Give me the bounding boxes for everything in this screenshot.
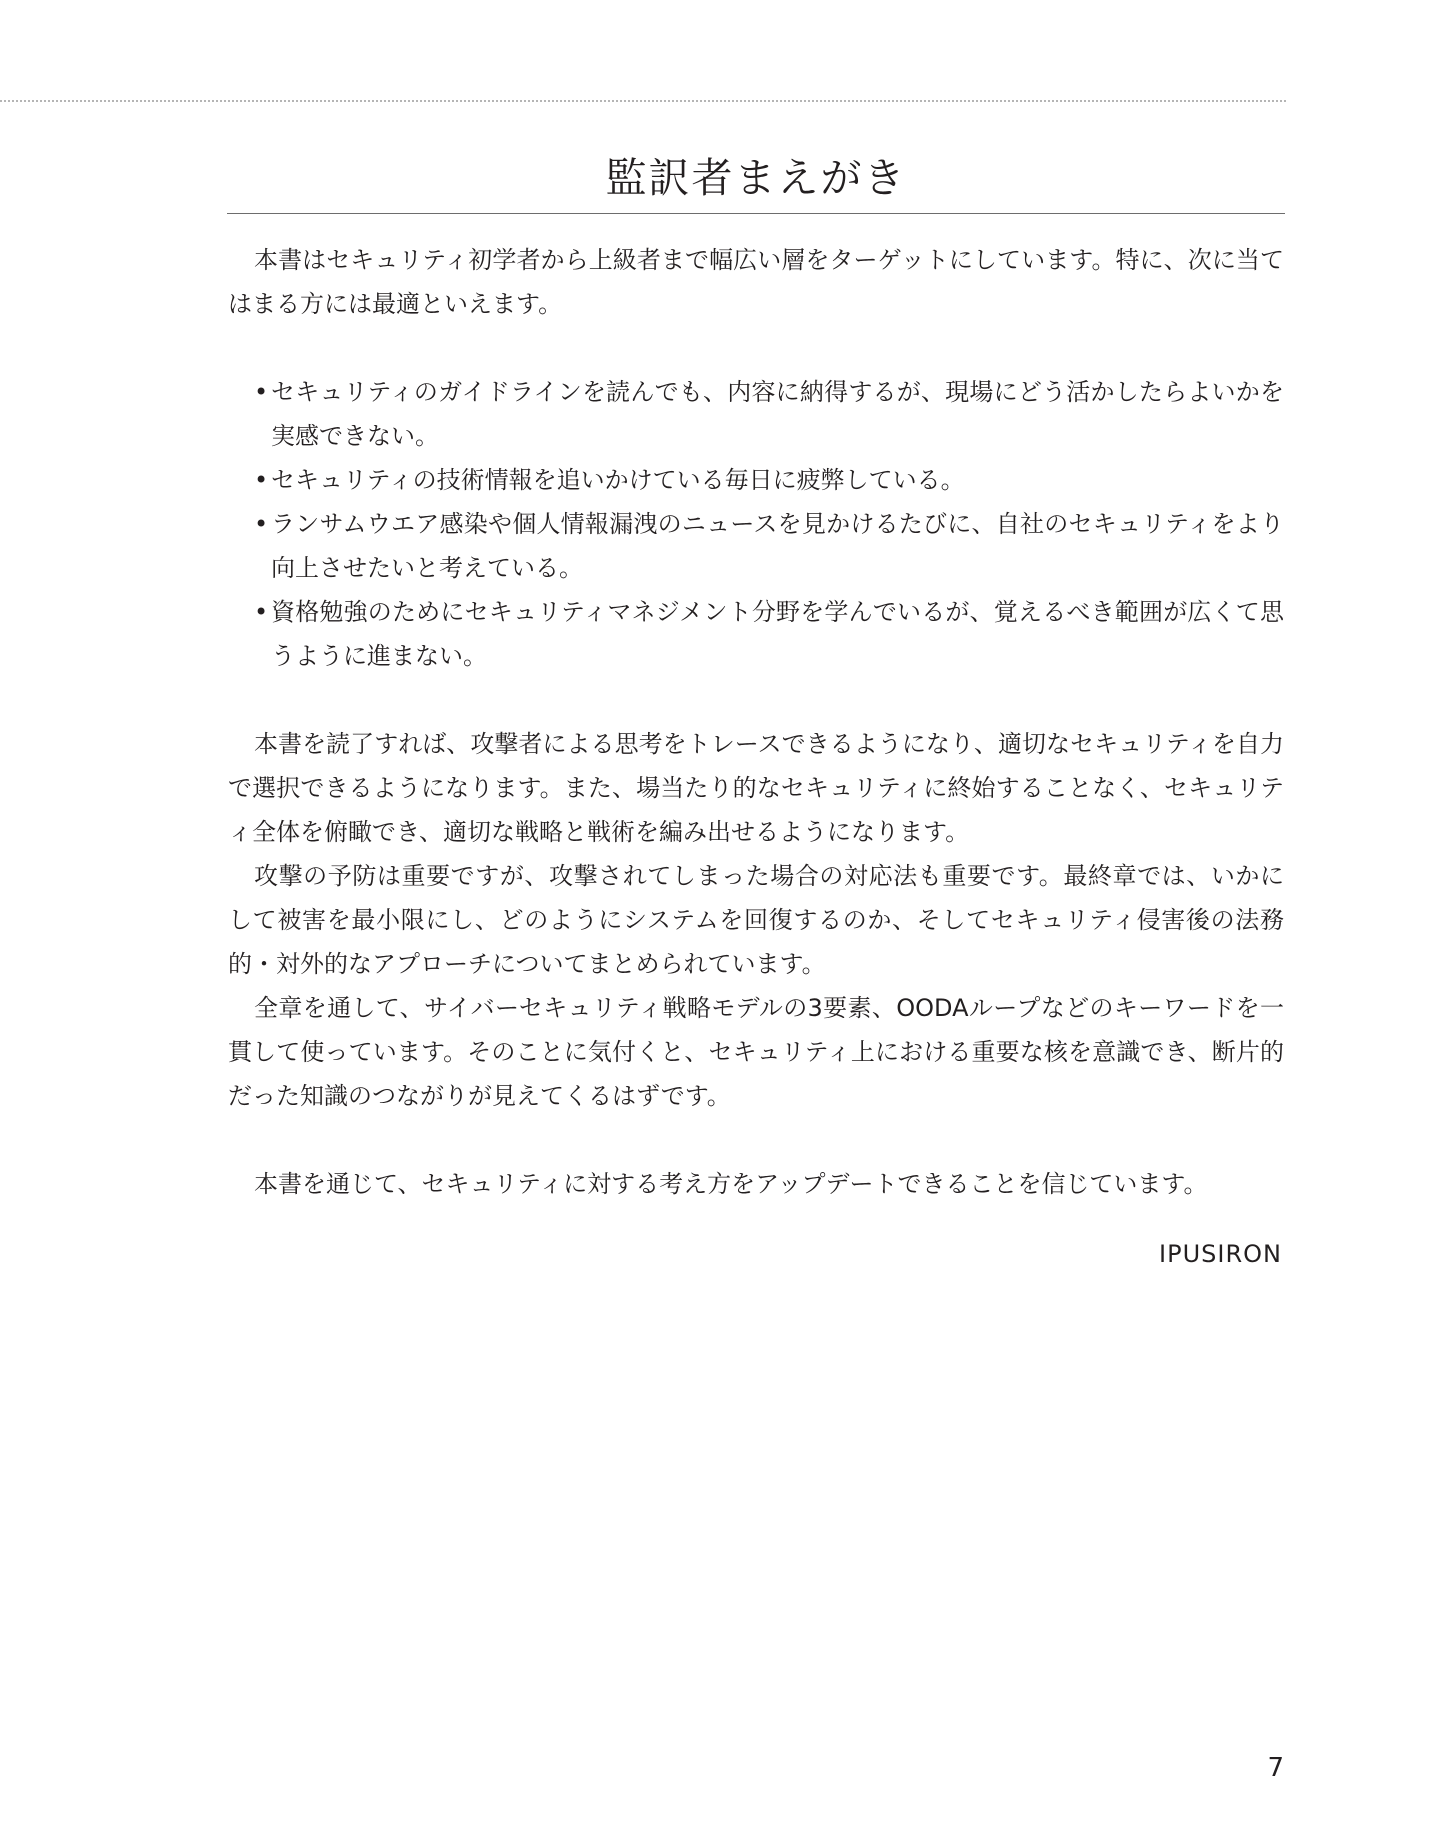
- bullet-item: [254, 458, 1284, 502]
- body-paragraph: 全章を通して、サイバーセキュリティ戦略モデルの3要素、OODAループなどのキーワードを一貫して使っています。そのことに気付くと、セキュリティ上における重要な核を意識でき、断片的だった知識のつながりが見えてくるはずです。: [228, 994, 1284, 1110]
- body-paragraph: 本書を読了すれば、攻撃者による思考をトレースできるようになり、適切なセキュリティを自力で選択できるようになります。また、場当たり的なセキュリティに終始することなく、セキュリティ全体を俯瞰でき、適切な戦略と戦術を編み出せるようになります。: [228, 730, 1284, 846]
- spacer: [228, 678, 1284, 722]
- intro-paragraph: 本書はセキュリティ初学者から上級者まで幅広い層をターゲットにしています。特に、次に当てはまる方には最適といえます。: [228, 246, 1284, 318]
- bullet-text: セキュリティの技術情報を追いかけている毎日に疲弊している。: [271, 466, 965, 494]
- bullet-marker: •: [254, 466, 269, 494]
- title-underline: [227, 213, 1285, 214]
- bullet-marker: •: [254, 378, 269, 406]
- body-paragraph: 攻撃の予防は重要ですが、攻撃されてしまった場合の対応法も重要です。最終章では、いかにして被害を最小限にし、どのようにシステムを回復するのか、そしてセキュリティ侵害後の法務的・対外的なアプローチについてまとめられています。: [228, 862, 1284, 978]
- closing-paragraph: 本書を通じて、セキュリティに対する考え方をアップデートできることを信じています。: [254, 1170, 1208, 1198]
- bullet-text: 資格勉強のためにセキュリティマネジメント分野を学んでいるが、覚えるべき範囲が広くて思うように進まない。: [271, 598, 1284, 670]
- bullet-marker: •: [254, 598, 269, 626]
- main-text: [228, 238, 1284, 1206]
- bullet-text: ランサムウエア感染や個人情報漏洩のニュースを見かけるたびに、自社のセキュリティをより向上させたいと考えている。: [271, 510, 1284, 582]
- bullet-item: [254, 590, 1284, 678]
- bullet-item: [254, 370, 1284, 458]
- bullet-item: [254, 502, 1284, 590]
- bullet-marker: •: [254, 510, 269, 538]
- spacer: [228, 326, 1284, 370]
- bullet-list: [228, 370, 1284, 678]
- page-number: 7: [1267, 1753, 1284, 1783]
- top-dotted-rule: [0, 100, 1286, 102]
- spacer: [228, 1118, 1284, 1162]
- bullet-text: セキュリティのガイドラインを読んでも、内容に納得するが、現場にどう活かしたらよいかを実感できない。: [271, 378, 1284, 450]
- page-title: 監訳者まえがき: [605, 154, 907, 202]
- author-signature: IPUSIRON: [1159, 1240, 1282, 1268]
